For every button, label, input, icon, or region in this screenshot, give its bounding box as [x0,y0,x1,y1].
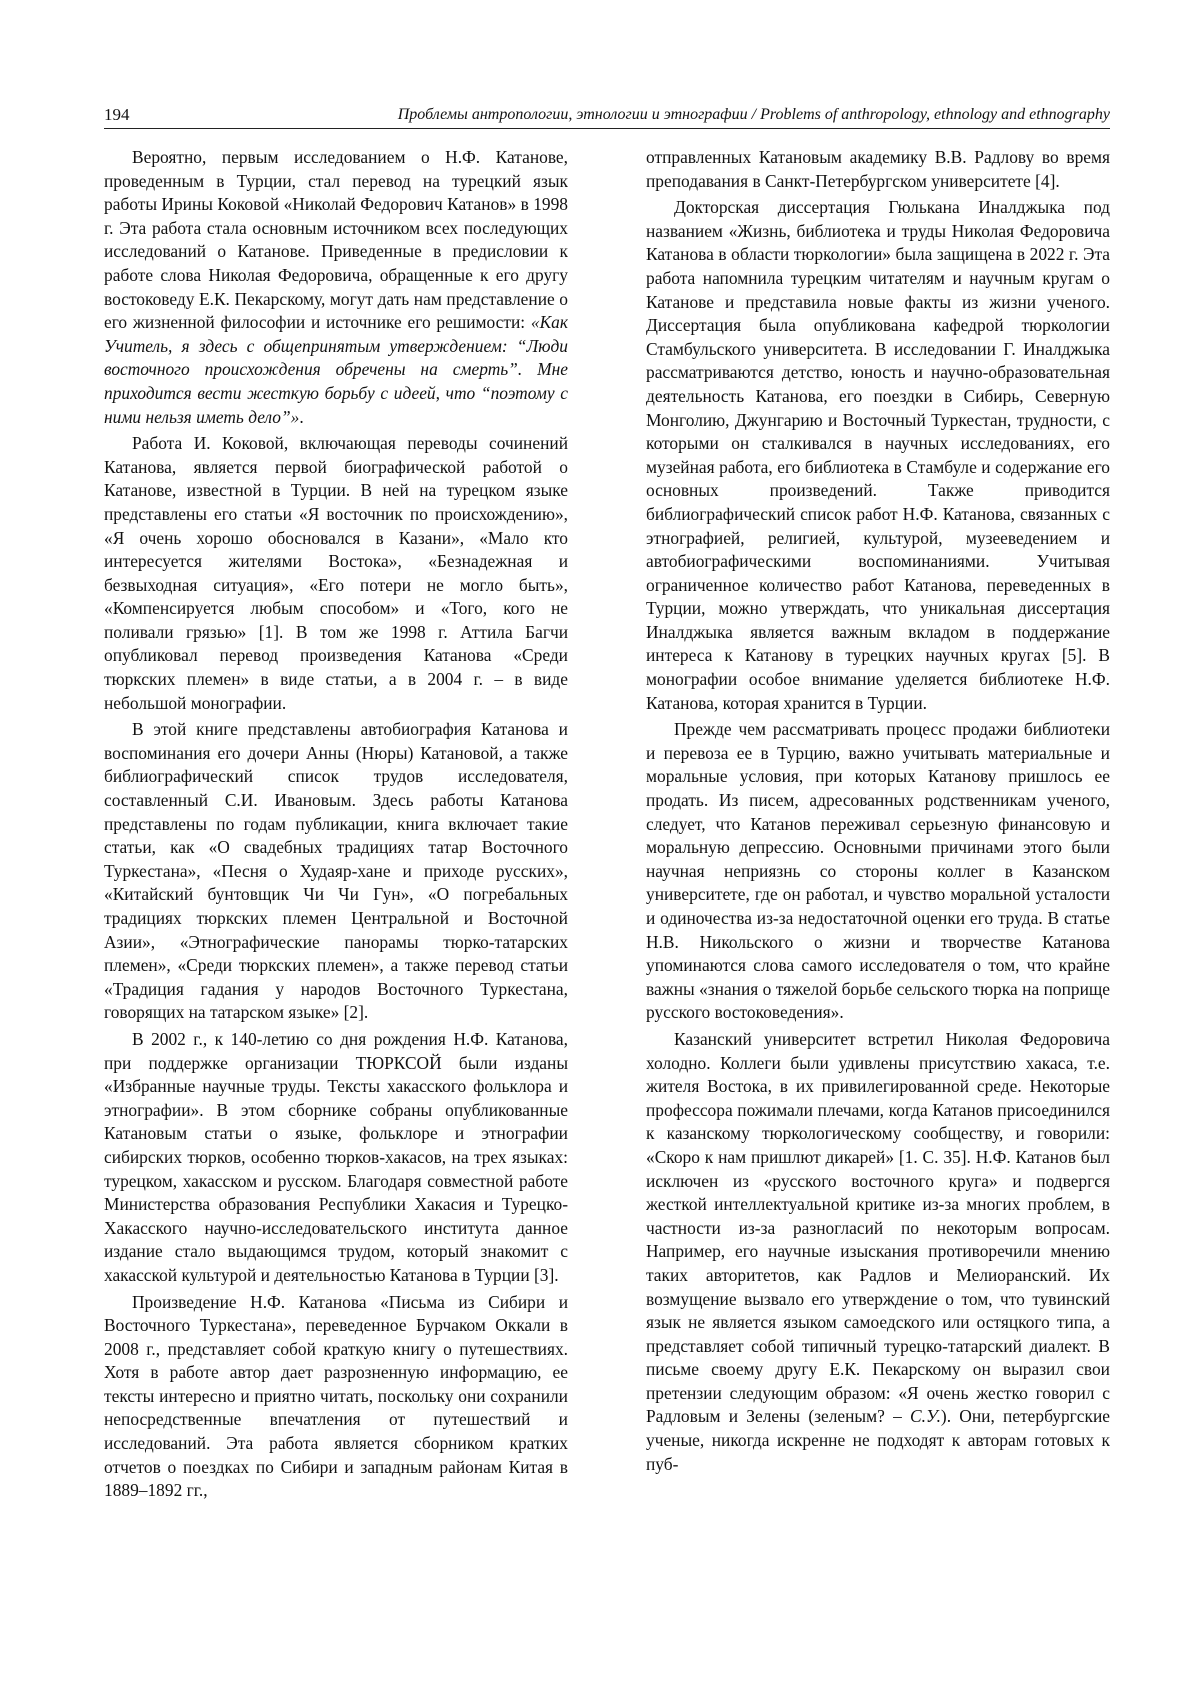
running-header [104,104,1110,129]
running-title: Проблемы антропологии, этнологии и этнографии / Problems of anthropology, ethnology and ethnography [397,106,1110,123]
paragraph-text: Вероятно, первым исследованием о Н.Ф. Катанове, проведенным в Турции, стал перевод на турецкий язык работы Ирины Коковой «Николай Федорович Катанов» в 1998 г. Эта работа стала основным источником всех последующих исследований о Катанове. Приведенные в предисловии к работе слова Николая Федоровича, обращенные к его другу востоковеду Е.К. Пекарскому, могут дать нам представление о его жизненной философии и источнике его решимости: [104,147,568,333]
paragraph: Докторская диссертация Гюлькана Иналджыка под названием «Жизнь, библиотека и труды Николая Федоровича Катанова в области тюркологии» была защищена в 2022 г. Эта работа напомнила турецким читателям и научным кругам о Катанове и представила новые факты из жизни ученого. Диссертация была опубликована кафедрой тюркологии Стамбульского университета. В исследовании Г. Иналджыка рассматриваются детство, юность и научно-образовательная деятельность Катанова, его поездки в Сибирь, Северную Монголию, Джунгарию и Восточный Туркестан, трудности, с которыми он сталкивался в научных исследованиях, его музейная работа, его библиотека в Стамбуле и содержание его основных произведений. Также приводится библиографический список работ Н.Ф. Катанова, связанных с этнографией, религией, культурой, музееведением и автобиографическими воспоминаниями. Учитывая ограниченное количество работ Катанова, переведенных в Турции, можно утверждать, что уникальная диссертация Иналджыка является важным вкладом в поддержание интереса к Катанову в турецких научных кругах [5]. В монографии особое внимание уделяется библиотеке Н.Ф. Катанова, которая хранится в Турции. [646,197,1110,713]
quote-italic: «Как Учитель, я здесь с общепринятым утверждением: “Люди восточного происхождения обречены на смерть”. Мне приходится вести жесткую борьбу с идеей, что “поэтому с ними нельзя иметь дело”» [104,312,568,427]
paragraph: Работа И. Коковой, включающая переводы сочинений Катанова, является первой биографической работой о Катанове, известной в Турции. В ней на турецком языке представлены его статьи «Я восточник по происхождению», «Я очень хорошо обосновался в Казани», «Мало кто интересуется жителями Востока», «Безнадежная и безвыходная ситуация», «Его потери не могло быть», «Компенсируется любым способом» и «Того, кого не поливали грязью» [1]. В том же 1998 г. Аттила Багчи опубликовал перевод произведения Катанова «Среди тюркских племен» в виде статьи, а в 2004 г. – в виде небольшой монографии. [104,433,568,713]
paragraph: В этой книге представлены автобиография Катанова и воспоминания его дочери Анны (Нюры) Катановой, а также библиографический список трудов исследователя, составленный С.И. Ивановым. Здесь работы Катанова представлены по годам публикации, книга включает такие статьи, как «О свадебных традициях татар Восточного Туркестана», «Песня о Худаяр-хане и приходе русских», «Китайский бунтовщик Чи Чи Гун», «О погребальных традициях тюркских племен Центральной и Восточной Азии», «Этнографические панорамы тюрко-татарских племен», «Среди тюркских племен», а также перевод статьи «Традиция гадания у народов Восточного Туркестана, говорящих на татарском языке» [2]. [104,719,568,1023]
paragraph-text: ). Они, петербургские ученые, никогда искренне не подходят к авторам готовых к пуб- [646,1406,1110,1474]
paragraph: Прежде чем рассматривать процесс продажи библиотеки и перевоза ее в Турцию, важно учитывать материальные и моральные условия, при которых Катанову пришлось ее продать. Из писем, адресованных родственникам ученого, следует, что Катанов переживал серьезную финансовую и моральную депрессию. Основными причинами этого были научная неприязнь со стороны коллег в Казанском университете, где он работал, и чувство моральной усталости и одиночества из-за недостаточной оценки его труда. В статье Н.В. Никольского о жизни и творчестве Катанова упоминаются слова самого исследователя о том, что крайне важны «знания о тяжелой борьбе сельского тюрка на поприще русского востоковедения». [646,719,1110,1023]
page-number: 194 [104,105,130,124]
paragraph-text: Казанский университет встретил Николая Федоровича холодно. Коллеги были удивлены присутствию хакаса, т.е. жителя Востока, в их привилегированной среде. Некоторые профессора пожимали плечами, когда Катанов присоединился к казанскому тюркологическому сообществу, и говорили: «Скоро к нам пришлют дикарей» [1. С. 35]. Н.Ф. Катанов был исключен из «русского восточного круга» и подвергся жесткой интеллектуальной критике из-за многих проблем, в частности из-за разногласий по некоторым вопросам. Например, его научные изыскания противоречили мнению таких авторитетов, как Радлов и Мелиоранский. Их возмущение вызвало его утверждение о том, что тувинский язык не является языком самоедского или остяцкого типа, а представляет собой типичный турецко-татарский диалект. В письме своему другу Е.К. Пекарскому он выразил свои претензии следующим образом: «Я очень жестко говорил с Радловым и Зелены (зеленым? – [646,1028,1110,1427]
paragraph-end: . [299,406,304,427]
paragraph: В 2002 г., к 140-летию со дня рождения Н.Ф. Катанова, при поддержке организации ТЮРКСОЙ были изданы «Избранные научные труды. Тексты хакасского фольклора и этнографии». В этом сборнике собраны опубликованные Катановым статьи о языке, фольклоре и этнографии сибирских тюрков, особенно тюрков-хакасов, на трех языках: турецком, хакасском и русском. Благодаря совместной работе Министерства образования Республики Хакасия и Турецко-Хакасского научно-исследовательского института данное издание стало выдающимся трудом, который знакомит с хакасской культурой и деятельностью Катанова в Турции [3]. [104,1028,568,1285]
right-column [646,146,1110,1616]
paragraph-continued: отправленных Катановым академику В.В. Радлову во время преподавания в Санкт-Петербургском университете [4]. [646,147,1110,191]
paragraph: Произведение Н.Ф. Катанова «Письма из Сибири и Восточного Туркестана», переведенное Бурчаком Оккали в 2008 г., представляет собой краткую книгу о путешествиях. Хотя в работе автор дает разрозненную информацию, ее тексты интересно и приятно читать, поскольку они сохранили непосредственные впечатления от путешествий и исследований. Эта работа является сборником кратких отчетов о поездках по Сибири и западным районам Китая в 1889–1892 гг., [104,1291,568,1501]
paragraph [646,1028,1110,1476]
author-initials: С.У. [910,1406,941,1427]
left-column [104,146,568,1616]
paragraph [104,146,568,429]
